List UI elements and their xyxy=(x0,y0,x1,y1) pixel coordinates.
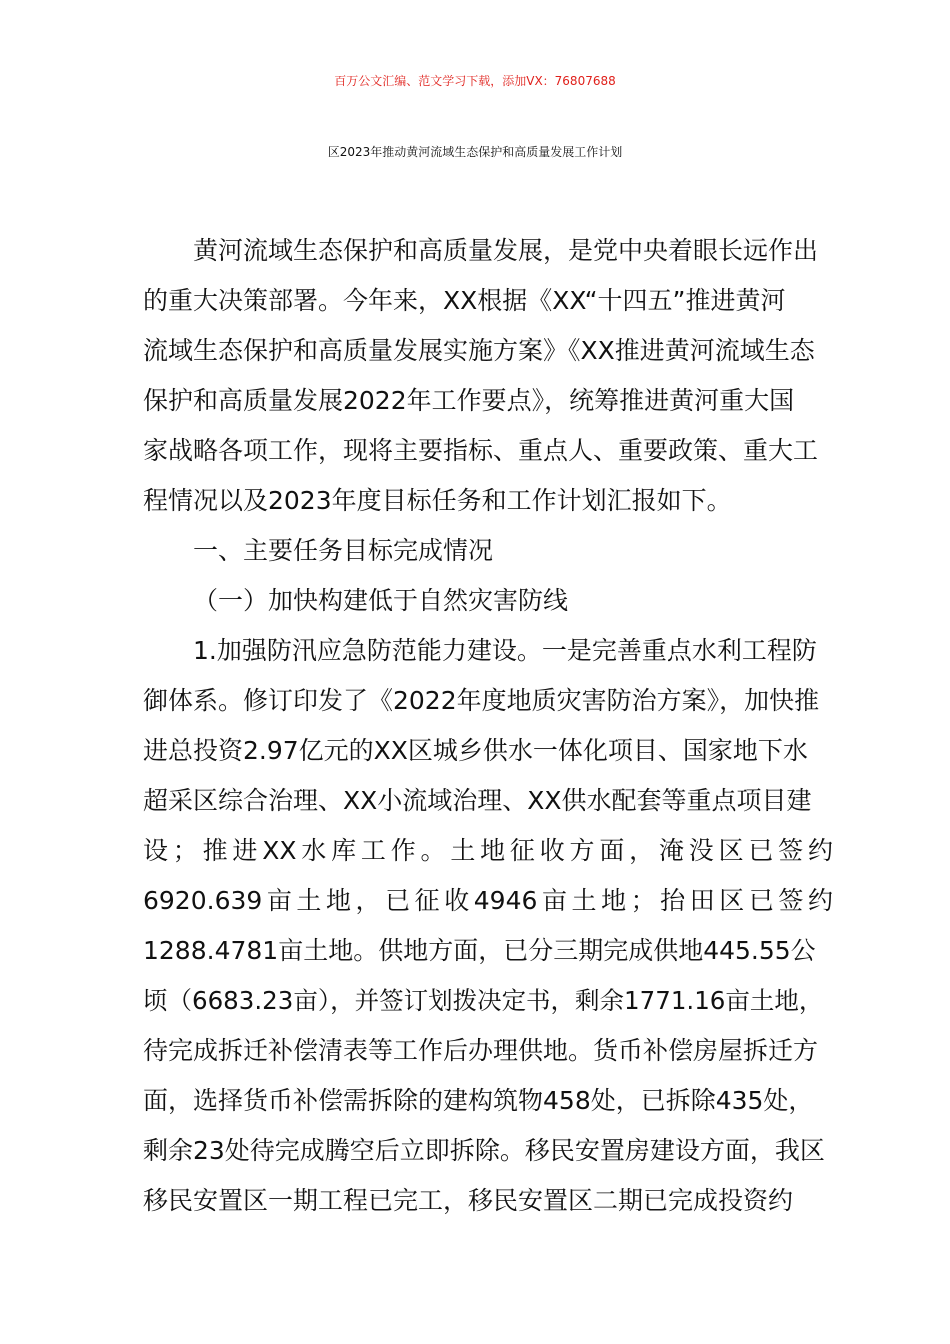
paragraph-line: 的重大决策部署。今年来，XX根据《XX“十四五”推进黄河 xyxy=(143,286,786,315)
paragraph-line: 6920.639亩土地，已征收4946亩土地；抬田区已签约 xyxy=(143,886,833,915)
paragraph-line: 家战略各项工作，现将主要指标、重点人、重要政策、重大工 xyxy=(143,436,819,465)
paragraph-line: 御体系。修订印发了《2022年度地质灾害防治方案》，加快推 xyxy=(143,686,820,715)
section-heading: 一、主要任务目标完成情况 xyxy=(193,536,494,565)
header-note: 百万公文汇编、范文学习下载，添加VX：76807688 xyxy=(334,74,616,88)
paragraph-line: 流域生态保护和高质量发展实施方案》《XX推进黄河流域生态 xyxy=(143,336,815,365)
paragraph-line: 面，选择货币补偿需拆除的建构筑物458处，已拆除435处， xyxy=(143,1086,814,1115)
paragraph-line: 1288.4781亩土地。供地方面，已分三期完成供地445.55公 xyxy=(143,936,816,965)
paragraph-line: 黄河流域生态保护和高质量发展，是党中央着眼长远作出 xyxy=(193,236,819,265)
paragraph-line: 移民安置区一期工程已完工，移民安置区二期已完成投资约 xyxy=(143,1186,794,1215)
subsection-heading: （一）加快构建低于自然灾害防线 xyxy=(193,586,569,615)
paragraph-line: 顷（6683.23亩），并签订划拨决定书，剩余1771.16亩土地， xyxy=(143,986,824,1015)
paragraph-line: 进总投资2.97亿元的XX区城乡供水一体化项目、国家地下水 xyxy=(143,736,808,765)
paragraph-line: 超采区综合治理、XX小流域治理、XX供水配套等重点项目建 xyxy=(143,786,812,815)
paragraph-line: 程情况以及2023年度目标任务和工作计划汇报如下。 xyxy=(143,486,732,515)
document-body xyxy=(143,226,833,1226)
paragraph-line: 剩余23处待完成腾空后立即拆除。移民安置房建设方面，我区 xyxy=(143,1136,825,1165)
paragraph-line: 待完成拆迁补偿清表等工作后办理供地。货币补偿房屋拆迁方 xyxy=(143,1036,819,1065)
document-title: 区2023年推动黄河流域生态保护和高质量发展工作计划 xyxy=(327,145,623,159)
paragraph-line: 1.加强防汛应急防范能力建设。一是完善重点水利工程防 xyxy=(193,636,817,665)
paragraph-line: 保护和高质量发展2022年工作要点》，统筹推进黄河重大国 xyxy=(143,386,795,415)
paragraph-line: 设；推进XX水库工作。土地征收方面，淹没区已签约 xyxy=(143,836,833,865)
